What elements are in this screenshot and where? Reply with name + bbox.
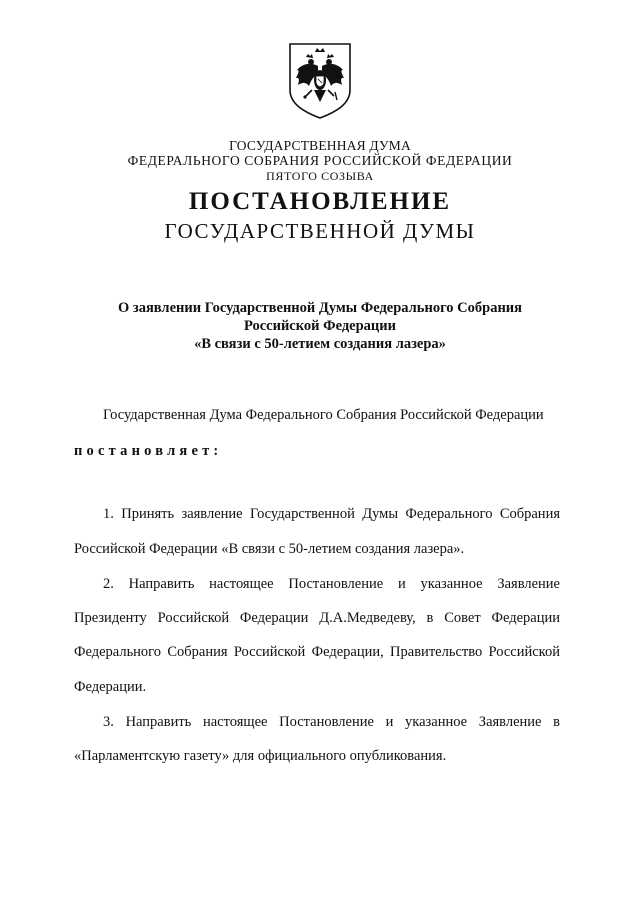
state-emblem-icon [284,40,356,120]
item-2-line-2: Президенту Российской Федерации Д.А.Медведеву, в Совет Федерации [74,610,560,626]
item-3-line-2: «Парламентскую газету» для официального опубликования. [74,748,447,764]
header-assembly: ФЕДЕРАЛЬНОГО СОБРАНИЯ РОССИЙСКОЙ ФЕДЕРАЦИИ [127,153,513,168]
header-convocation: ПЯТОГО СОЗЫВА [266,169,374,183]
item-2-line-3: Федерального Собрания Российской Федерации, Правительство Российской [74,644,560,660]
subject-line-2: Российской Федерации [243,318,396,334]
subject-line-1: О заявлении Государственной Думы Федерального Собрания [117,300,523,316]
item-2-line-4: Федерации. [74,679,147,695]
document-subtitle: ГОСУДАРСТВЕННОЙ ДУМЫ [164,219,476,243]
document-title: ПОСТАНОВЛЕНИЕ [188,188,452,215]
item-1-line-1: 1. Принять заявление Государственной Думы Федерального Собрания [103,506,560,522]
resolves-word: постановляет: [74,443,223,459]
item-1-line-2: Российской Федерации «В связи с 50-летием создания лазера». [74,541,465,557]
intro-paragraph: Государственная Дума Федерального Собрания Российской Федерации [103,407,544,423]
item-2-line-1: 2. Направить настоящее Постановление и указанное Заявление [103,576,560,592]
header-chamber: ГОСУДАРСТВЕННАЯ ДУМА [229,138,411,153]
subject-line-3: «В связи с 50-летием создания лазера» [194,336,446,352]
item-3-line-1: 3. Направить настоящее Постановление и указанное Заявление в [103,714,560,730]
